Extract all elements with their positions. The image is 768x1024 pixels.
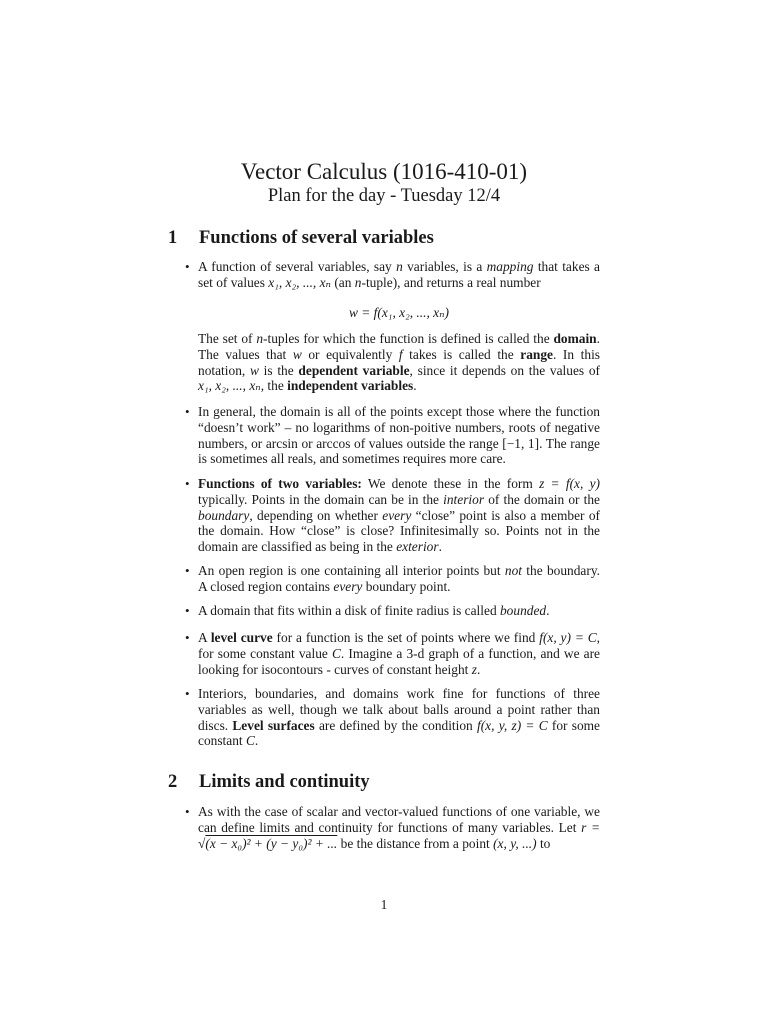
list-item: Interiors, boundaries, and domains work fine for functions of three variables as well, though we talk about balls around a point rather than discs. Level surfaces are defined by the condition f(x, y, z) = C for some constant C.: [198, 686, 601, 749]
section-number: 1: [168, 228, 178, 248]
list-item: An open region is one containing all interior points but not the boundary. A closed region contains every boundary point.: [198, 563, 600, 594]
bullet-marker: •: [185, 686, 190, 701]
list-item: A domain that fits within a disk of finite radius is called bounded.: [198, 603, 550, 618]
paragraph: The set of n-tuples for which the function is defined is called the domain. The values that w or equivalently f takes is called the range. In this notation, w is the dependent variable, since it depends on the values of x₁, x₂, ..., xₙ, the independent variables.: [198, 331, 601, 394]
bullet-marker: •: [185, 259, 190, 274]
page-number: 1: [380, 897, 388, 912]
bullet-marker: •: [185, 630, 190, 645]
bullet-marker: •: [185, 603, 190, 618]
bullet-marker: •: [185, 404, 190, 419]
section-heading-2: [168, 770, 370, 794]
document-subtitle: Plan for the day - Tuesday 12/4: [267, 186, 501, 206]
document-title: Vector Calculus (1016-410-01): [240, 159, 528, 184]
equation: w = f(x₁, x₂, ..., xₙ): [349, 305, 449, 320]
list-item: A level curve for a function is the set of points where we find f(x, y) = C, for some constant value C. Imagine a 3-d graph of a function, and we are looking for isocontours - curves of constant height z.: [198, 630, 601, 677]
section-title: Limits and continuity: [199, 772, 370, 792]
section-heading-1: [168, 226, 434, 250]
list-item: Functions of two variables: We denote these in the form z = f(x, y) typically. Points in the domain can be in the interior of the domain or the boundary, depending on whether every “close” point is also a member of the domain. How “close” is close? Infinitesimally so. Points not in the domain are classified as being in the exterior.: [198, 476, 600, 555]
section-title: Functions of several variables: [199, 228, 434, 248]
bullet-marker: •: [185, 804, 190, 819]
radical-expression: (x − x₀)² + (y − y₀)² + ...: [205, 835, 338, 851]
bullet-marker: •: [185, 476, 190, 491]
list-item: As with the case of scalar and vector-valued functions of one variable, we can define limits and continuity for functions of many variables. Let r = √(x − x₀)² + (y − y₀)² + ... be the distance from a point (x, y, ...) to: [198, 804, 600, 851]
section-number: 2: [168, 772, 178, 792]
list-item: A function of several variables, say n variables, is a mapping that takes a set of values x₁, x₂, ..., xₙ (an n-tuple), and returns a real number: [198, 259, 600, 290]
list-item: In general, the domain is all of the points except those where the function “doesn’t work” – no logarithms of non-poitive numbers, roots of negative numbers, or arcsin or arccos of values outside the range [−1, 1]. The range is sometimes all reals, and sometimes requires more care.: [198, 404, 600, 467]
bullet-marker: •: [185, 563, 190, 578]
